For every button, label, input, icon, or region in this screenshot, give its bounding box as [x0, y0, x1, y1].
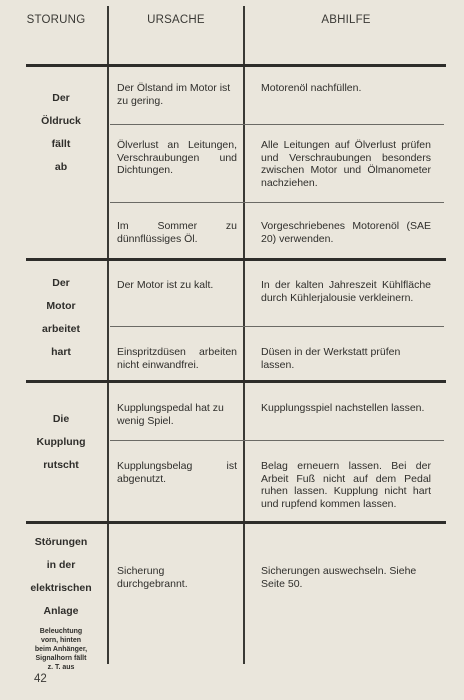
cause-cell: Der Ölstand im Motor ist zu gering.: [117, 82, 231, 107]
section-title-line: arbeitet: [42, 323, 80, 335]
section-title-line: Der: [52, 92, 70, 104]
section-rule: [26, 258, 446, 261]
cause-cell: Sicherung durchgebrannt.: [117, 565, 188, 590]
cause-cell: Der Motor ist zu kalt.: [117, 279, 214, 291]
section-note-line: z. T. aus: [47, 664, 75, 671]
section-title-line: elektrischen: [30, 582, 92, 594]
section-title-line: Störungen: [34, 536, 88, 548]
header-abhilfe: ABHILFE: [321, 14, 371, 26]
section-title-line: Öldruck: [41, 115, 81, 127]
section-title-line: ab: [54, 161, 68, 173]
remedy-cell: Motorenöl nachfüllen.: [261, 82, 362, 94]
row-rule: [110, 326, 444, 327]
cause-cell: Im Sommer zu dünnflüssiges Öl.: [117, 220, 237, 245]
section-rule: [26, 64, 446, 67]
row-rule: [110, 440, 444, 441]
remedy-cell: Alle Leitungen auf Ölverlust prüfen und Verschraubungen besonders zwischen Motor und Ölmanometer nachziehen.: [261, 139, 431, 189]
remedy-cell: Kupplungsspiel nachstellen lassen.: [261, 402, 425, 414]
section-title-line: hart: [51, 346, 71, 358]
section-rule: [26, 380, 446, 383]
header-storung: STORUNG: [26, 14, 86, 26]
header-ursache: URSACHE: [147, 14, 205, 26]
column-divider-2: [243, 6, 245, 664]
section-title-line: fällt: [51, 138, 71, 150]
cause-cell: Ölverlust an Leitungen, Verschraubungen und Dichtungen.: [117, 139, 237, 176]
cause-cell: Einspritzdüsen arbeiten nicht einwandfrei.: [117, 346, 237, 371]
section-title-line: Kupplung: [36, 436, 86, 448]
row-rule: [110, 202, 444, 203]
remedy-cell: In der kalten Jahreszeit Kühlfläche durch Kühlerjalousie verkleinern.: [261, 279, 431, 304]
section-title-kupplung: [20, 408, 102, 477]
remedy-cell: Vorgeschriebenes Motorenöl (SAE 20) verwenden.: [261, 220, 431, 245]
section-title-line: Der: [52, 277, 70, 289]
remedy-cell: Sicherungen auswechseln. Siehe Seite 50.: [261, 565, 417, 590]
section-title-line: rutscht: [43, 459, 79, 471]
section-title-motor: [20, 272, 102, 364]
cause-cell: Kupplungsbelag ist abgenutzt.: [117, 460, 237, 485]
section-title-line: in der: [46, 559, 76, 571]
row-rule: [110, 124, 444, 125]
section-note-line: Signalhorn fällt: [35, 655, 87, 662]
remedy-cell: Düsen in der Werkstatt prüfen lassen.: [261, 346, 401, 371]
section-note-line: vorn, hinten: [40, 637, 82, 644]
section-title-line: Anlage: [43, 605, 79, 617]
column-divider-1: [107, 6, 109, 664]
page-number: 42: [34, 673, 47, 685]
section-note-line: Beleuchtung: [39, 628, 83, 635]
cause-cell: Kupplungspedal hat zu wenig Spiel.: [117, 402, 224, 427]
remedy-cell: Belag erneuern lassen. Bei der Arbeit Fuß nicht auf dem Pedal ruhen lassen. Kupplung nicht hart und rupfend kommen lassen.: [261, 460, 431, 510]
section-title-elektrik: [20, 531, 102, 672]
section-title-line: Die: [52, 413, 70, 425]
section-title-oeldruck: [20, 87, 102, 179]
section-title-line: Motor: [46, 300, 76, 312]
section-rule: [26, 521, 446, 524]
section-note-line: beim Anhänger,: [34, 646, 88, 653]
